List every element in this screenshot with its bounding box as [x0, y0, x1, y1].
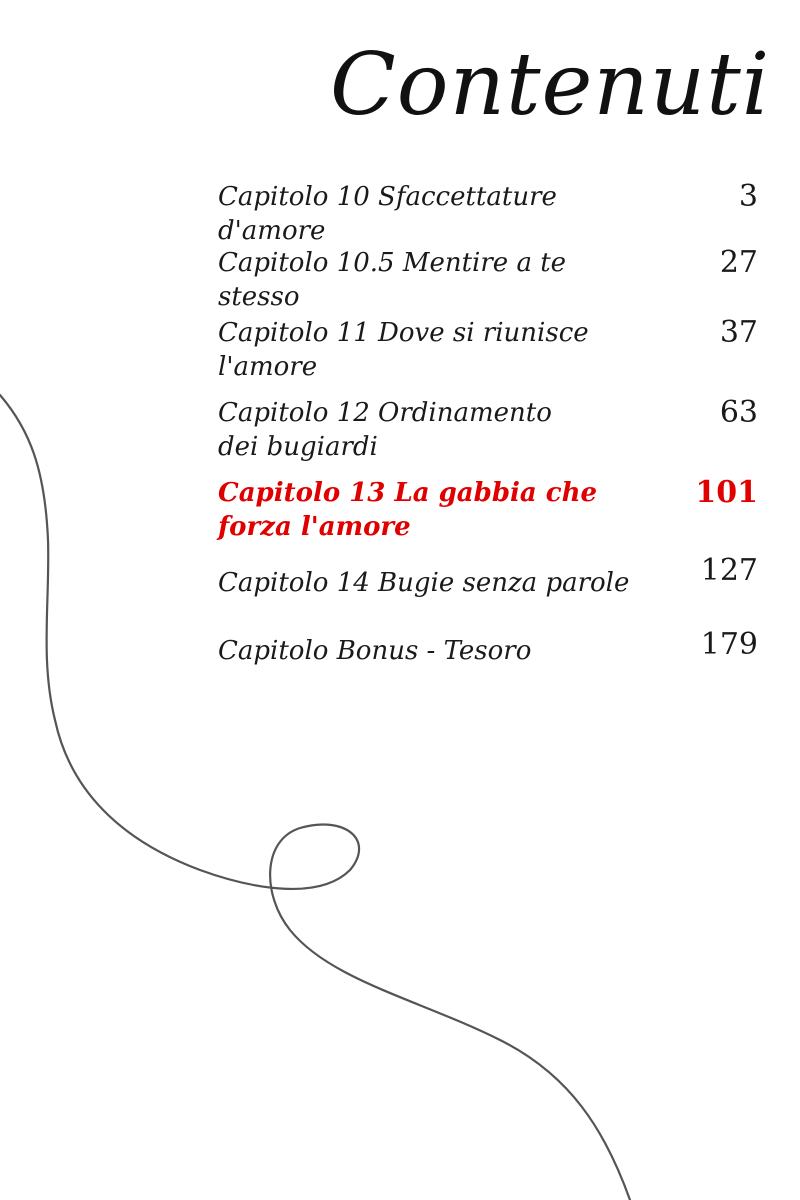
toc-entry-page: 63 [719, 395, 758, 430]
toc-entry-label: Capitolo 14 Bugie senza parole [218, 568, 630, 598]
toc-entry-label: Capitolo Bonus - Tesoro [218, 636, 532, 666]
toc-entry-page: 101 [695, 475, 758, 510]
toc-entry-label: Capitolo 12 Ordinamento dei bugiardi [218, 398, 552, 462]
toc-entry-label: Capitolo 13 La gabbia che forza l'amore [218, 478, 598, 542]
toc-entry-page: 127 [700, 553, 758, 588]
page-title: Contenuti [330, 35, 771, 135]
toc-entry-page: 179 [700, 627, 758, 662]
toc-entry-page: 3 [738, 179, 758, 214]
toc-entry-page: 37 [719, 315, 758, 350]
toc-entry-label: Capitolo 10 Sfaccettature d'amore [218, 182, 557, 246]
toc-entry-label: Capitolo 11 Dove si riunisce l'amore [218, 318, 589, 382]
toc-entry-label: Capitolo 10.5 Mentire a te stesso [218, 248, 567, 312]
toc-entry-page: 27 [719, 245, 758, 280]
